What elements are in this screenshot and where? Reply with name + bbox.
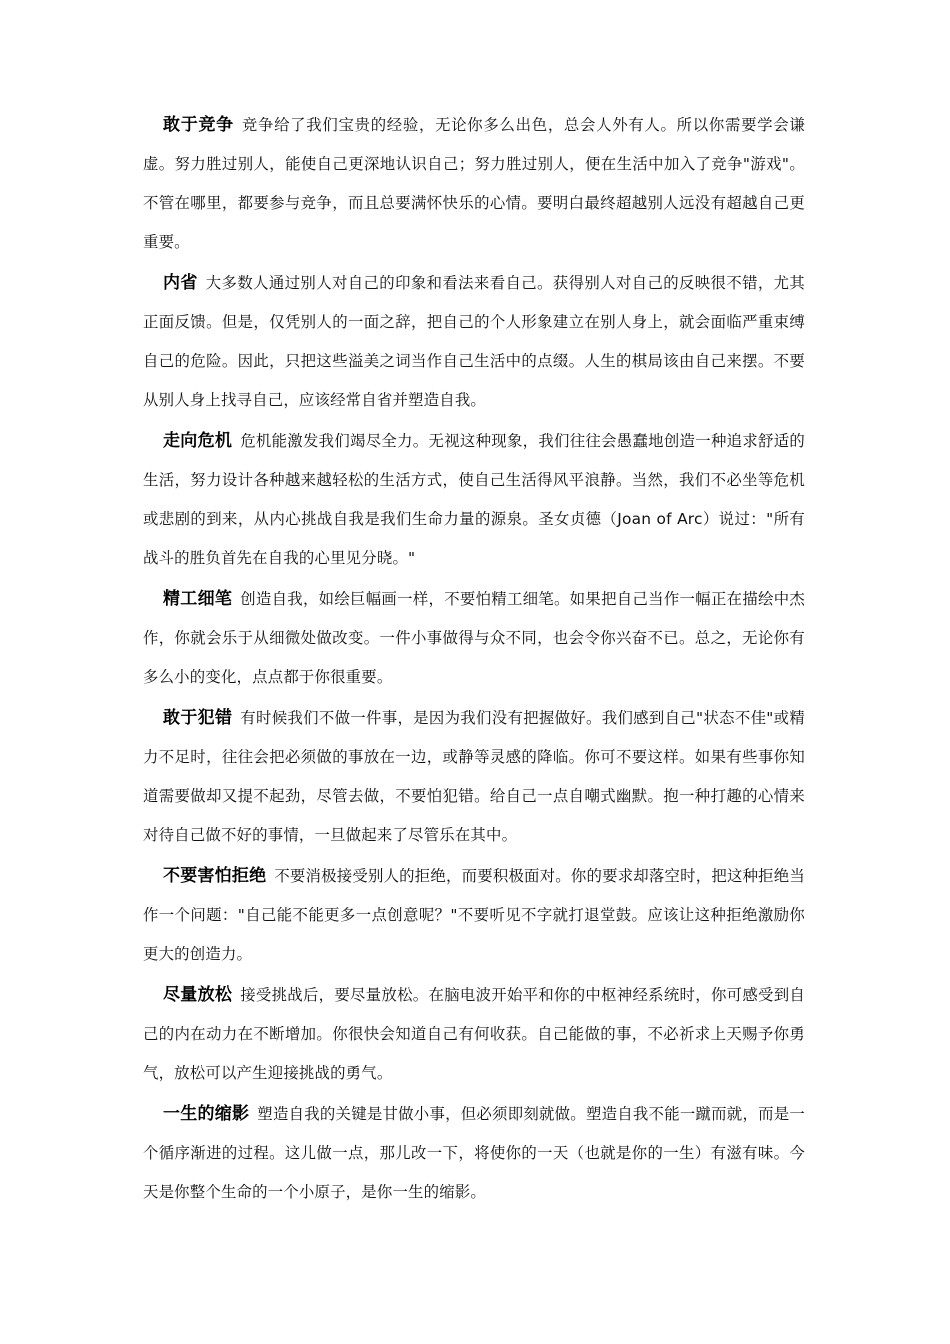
paragraph-relax <box>143 976 805 1093</box>
section-body: 大多数人通过别人对自己的印象和看法来看自己。获得别人对自己的反映很不错，尤其正面反馈。但是，仅凭别人的一面之辞，把自己的个人形象建立在别人身上，就会面临严重束缚自己的危险。因此，只把这些溢美之词当作自己生活中的点缀。人生的棋局该由自己来摆。不要从别人身上找寻自己，应该经常自省并塑造自我。 <box>143 274 805 409</box>
paragraph-life-epitome <box>143 1095 805 1212</box>
section-body: 接受挑战后，要尽量放松。在脑电波开始平和你的中枢神经系统时，你可感受到自己的内在动力在不断增加。你很快会知道自己有何收获。自己能做的事，不必祈求上天赐予你勇气，放松可以产生迎接挑战的勇气。 <box>143 986 805 1082</box>
section-heading: 敢于犯错 <box>163 708 233 728</box>
section-heading: 尽量放松 <box>163 985 233 1005</box>
paragraph-rejection <box>143 857 805 974</box>
paragraph-fine-brush <box>143 580 805 697</box>
section-heading: 一生的缩影 <box>163 1104 250 1124</box>
section-heading: 不要害怕拒绝 <box>163 866 267 886</box>
section-body: 有时候我们不做一件事，是因为我们没有把握做好。我们感到自己"状态不佳"或精力不足时，往往会把必须做的事放在一边，或静等灵感的降临。你可不要这样。如果有些事你知道需要做却又提不起劲，尽管去做，不要怕犯错。给自己一点自嘲式幽默。抱一种打趣的心情来对待自己做不好的事情，一旦做起来了尽管乐在其中。 <box>143 709 805 844</box>
paragraph-crisis <box>143 422 805 578</box>
document-page <box>143 106 805 1214</box>
section-heading: 精工细笔 <box>163 589 233 609</box>
paragraph-dare-mistakes <box>143 699 805 855</box>
section-body: 创造自我，如绘巨幅画一样，不要怕精工细笔。如果把自己当作一幅正在描绘中杰作，你就会乐于从细微处做改变。一件小事做得与众不同，也会令你兴奋不已。总之，无论你有多么小的变化，点点都于你很重要。 <box>143 590 805 686</box>
paragraph-introspection <box>143 264 805 420</box>
section-heading: 走向危机 <box>163 431 233 451</box>
section-heading: 内省 <box>163 273 198 293</box>
section-body: 塑造自我的关键是甘做小事，但必须即刻就做。塑造自我不能一蹴而就，而是一个循序渐进的过程。这儿做一点，那儿改一下，将使你的一天（也就是你的一生）有滋有味。今天是你整个生命的一个小原子，是你一生的缩影。 <box>143 1105 805 1201</box>
section-body: 不要消极接受别人的拒绝，而要积极面对。你的要求却落空时，把这种拒绝当作一个问题："自己能不能更多一点创意呢？"不要听见不字就打退堂鼓。应该让这种拒绝激励你更大的创造力。 <box>143 867 805 963</box>
section-body: 竞争给了我们宝贵的经验，无论你多么出色，总会人外有人。所以你需要学会谦虚。努力胜过别人，能使自己更深地认识自己；努力胜过别人，便在生活中加入了竞争"游戏"。不管在哪里，都要参与竞争，而且总要满怀快乐的心情。要明白最终超越别人远没有超越自己更重要。 <box>143 116 805 251</box>
paragraph-compete <box>143 106 805 262</box>
section-body: 危机能激发我们竭尽全力。无视这种现象，我们往往会愚蠢地创造一种追求舒适的生活，努力设计各种越来越轻松的生活方式，使自己生活得风平浪静。当然，我们不必坐等危机或悲剧的到来，从内心挑战自我是我们生命力量的源泉。圣女贞德（Joan of Arc）说过："所有战斗的胜负首先在自我的心里见分晓。" <box>143 432 805 567</box>
section-heading: 敢于竞争 <box>163 115 234 135</box>
